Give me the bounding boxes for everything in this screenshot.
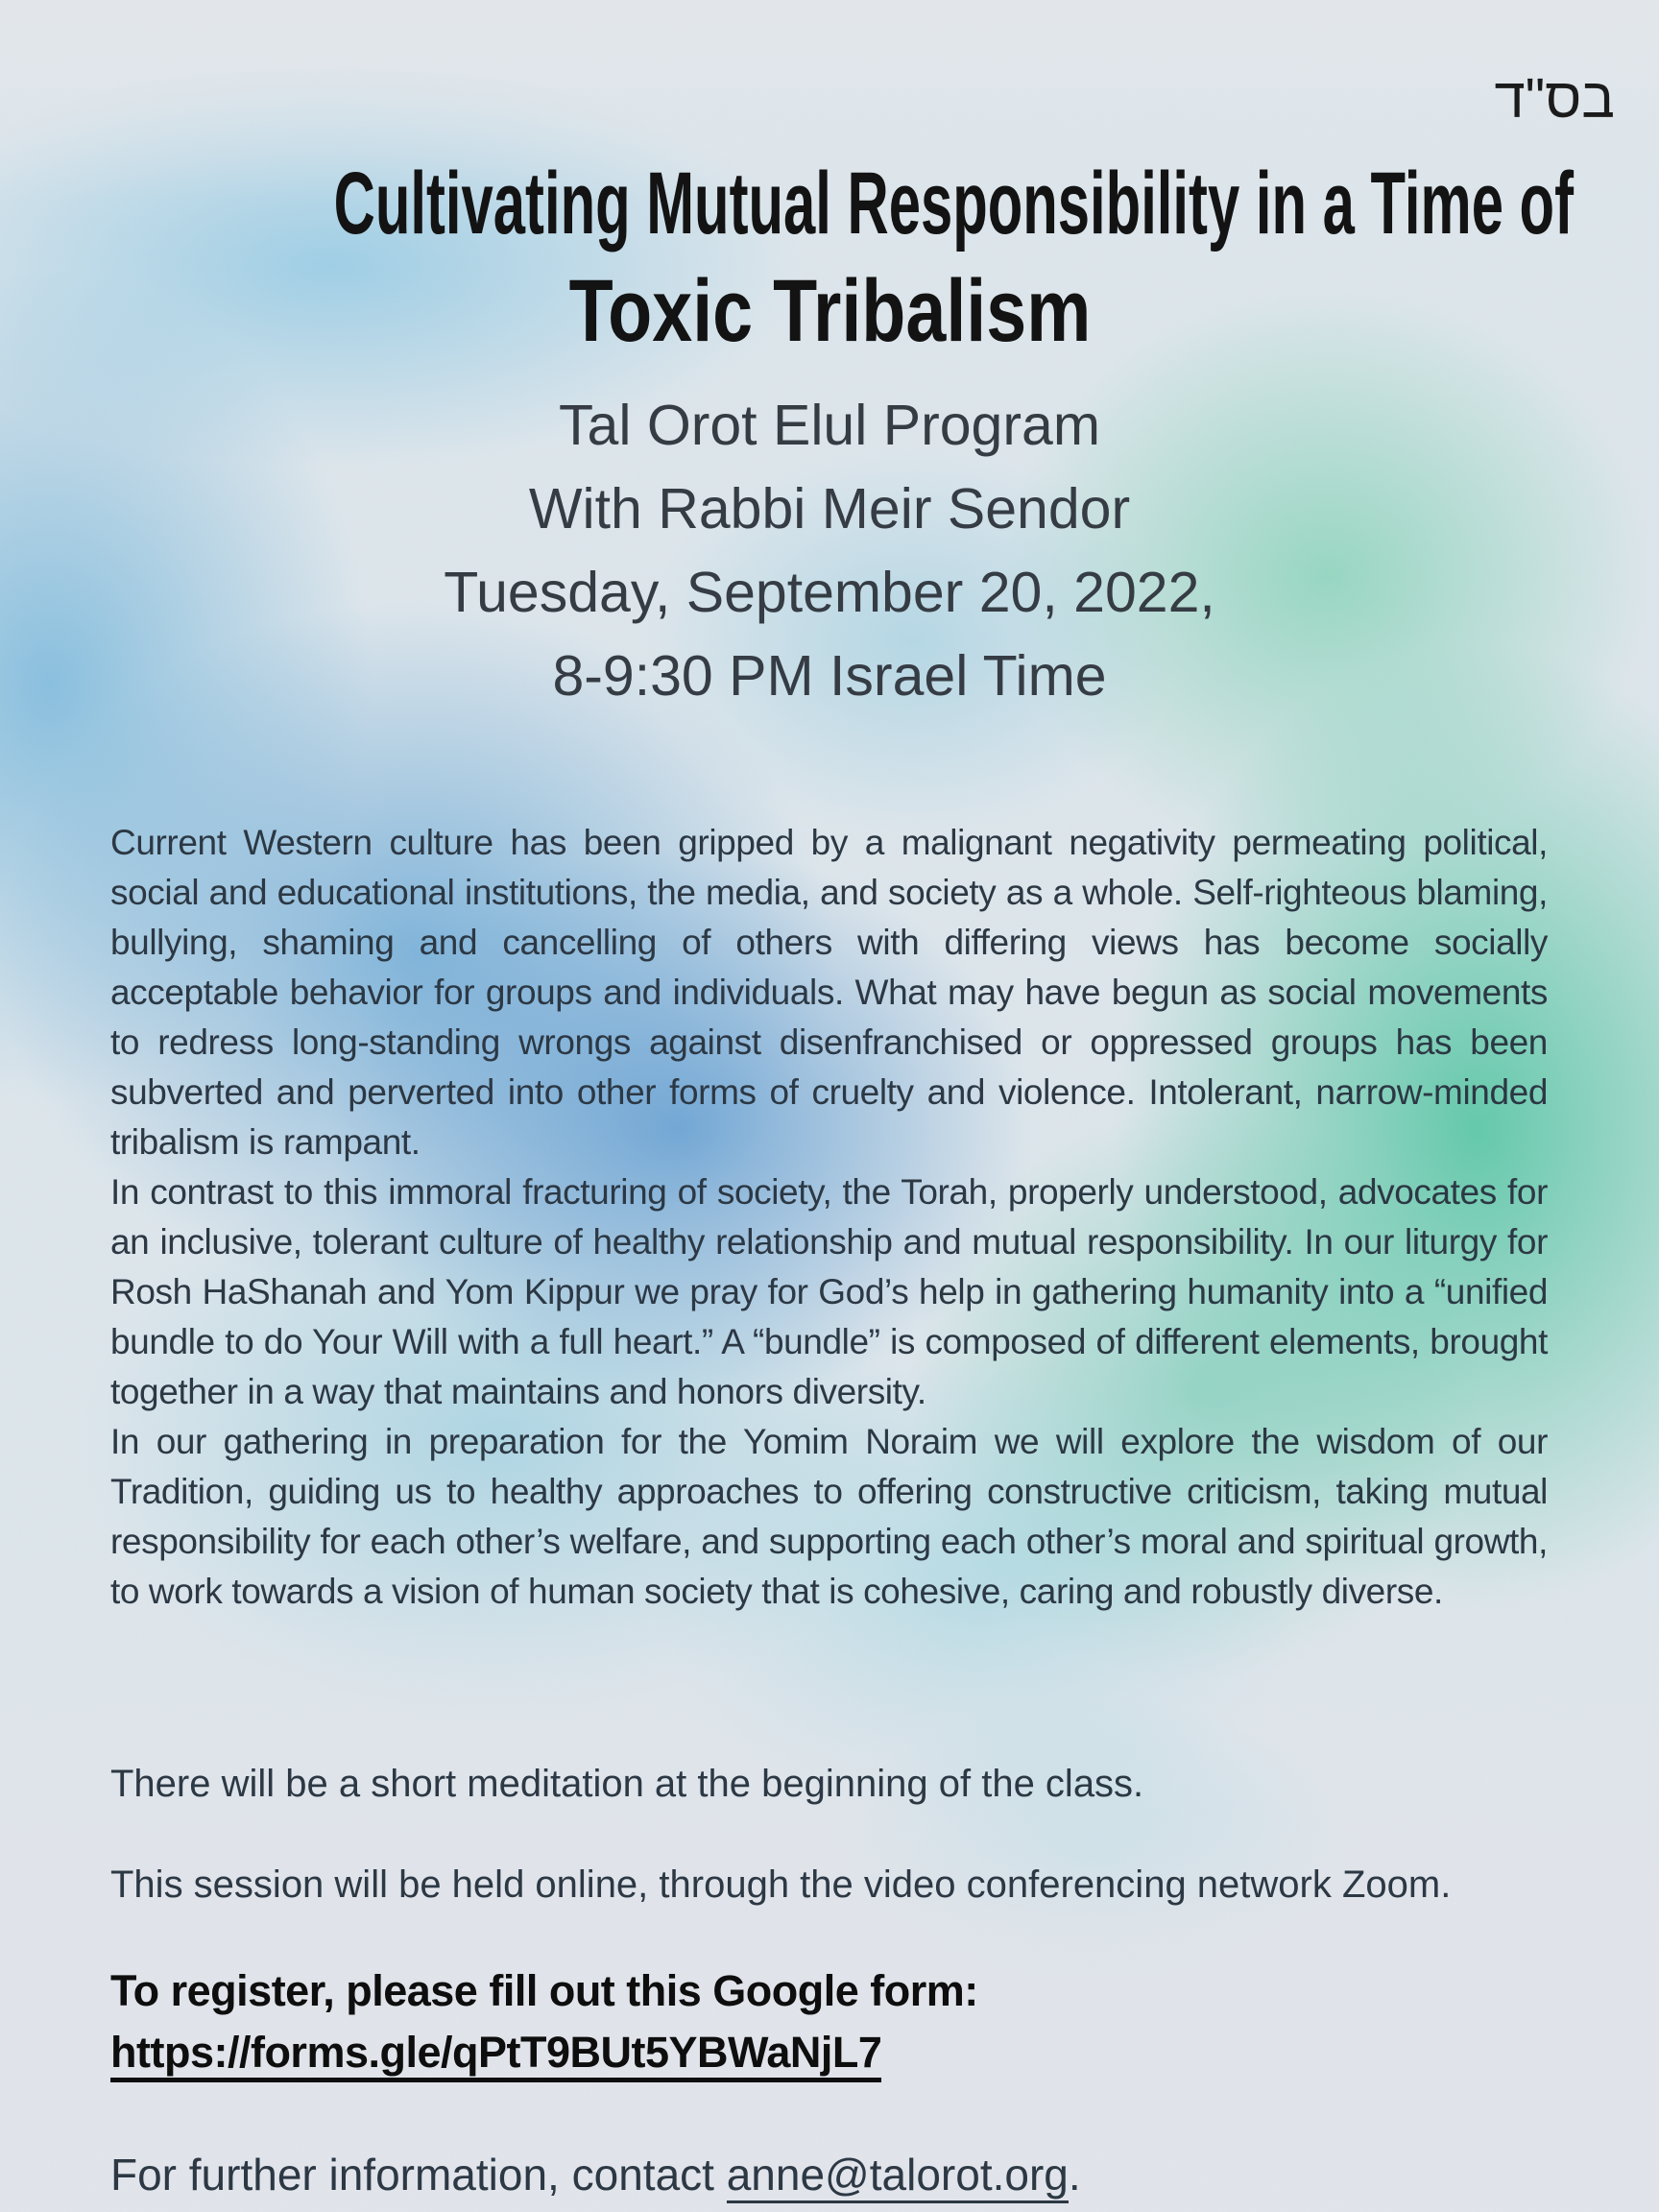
flyer-title	[0, 150, 1659, 365]
registration-link-row	[110, 2022, 1551, 2083]
flyer-title-line2: Toxic Tribalism	[568, 262, 1091, 360]
event-time: 8-9:30 PM Israel Time	[552, 644, 1107, 708]
description-paragraph-2: In contrast to this immoral fracturing of society, the Torah, properly understood, advocates for an inclusive, tolerant culture of healthy relationship and mutual responsibility. In our liturgy for Rosh HaShanah and Yom Kippur we pray for God’s help in gathering humanity into a “unified bundle to do Your Will with a full heart.” A “bundle” is composed of different elements, brought together in a way that maintains and honors diversity.	[110, 1172, 1548, 1411]
event-speaker: With Rabbi Meir Sendor	[528, 477, 1131, 541]
description-text	[110, 818, 1548, 1617]
description-paragraph-3: In our gathering in preparation for the Yomim Noraim we will explore the wisdom of our Tradition, guiding us to healthy approaches to offering constructive criticism, taking mutual responsibility for each other’s welfare, and supporting each other’s moral and spiritual growth, to work towards a vision of human society that is cohesive, caring and robustly diverse.	[110, 1422, 1548, 1611]
event-details	[0, 384, 1659, 718]
contact-email-link[interactable]: anne@talorot.org	[727, 2150, 1069, 2203]
meditation-note: There will be a short meditation at the beginning of the class.	[110, 1763, 1144, 1805]
online-session-note: This session will be held online, through the video conferencing network Zoom.	[110, 1863, 1452, 1906]
contact-section	[110, 2146, 1551, 2203]
contact-suffix: .	[1068, 2150, 1081, 2200]
event-date: Tuesday, September 20, 2022,	[444, 561, 1215, 624]
hebrew-bsd-label: בס"ד	[1494, 67, 1615, 130]
flyer-title-line1: Cultivating Mutual Responsibility in a Time of	[333, 155, 1575, 252]
description-paragraph-1: Current Western culture has been gripped by a malignant negativity permeating political, social and educational institutions, the media, and society as a whole. Self-righteous blaming, bullying, shaming and cancelling of others with differing views has become socially acceptable behavior for groups and individuals. What may have begun as social movements to redress long-standing wrongs against disenfranchised or oppressed groups has been subverted and perverted into other forms of cruelty and violence. Intolerant, narrow-minded tribalism is rampant.	[110, 823, 1548, 1162]
registration-label: To register, please fill out this Google form:	[110, 1966, 978, 2015]
registration-section	[110, 1960, 1551, 2083]
contact-prefix: For further information, contact	[110, 2150, 727, 2200]
registration-form-link[interactable]: https://forms.gle/qPtT9BUt5YBWaNjL7	[110, 2028, 881, 2082]
event-program-name: Tal Orot Elul Program	[559, 394, 1100, 457]
